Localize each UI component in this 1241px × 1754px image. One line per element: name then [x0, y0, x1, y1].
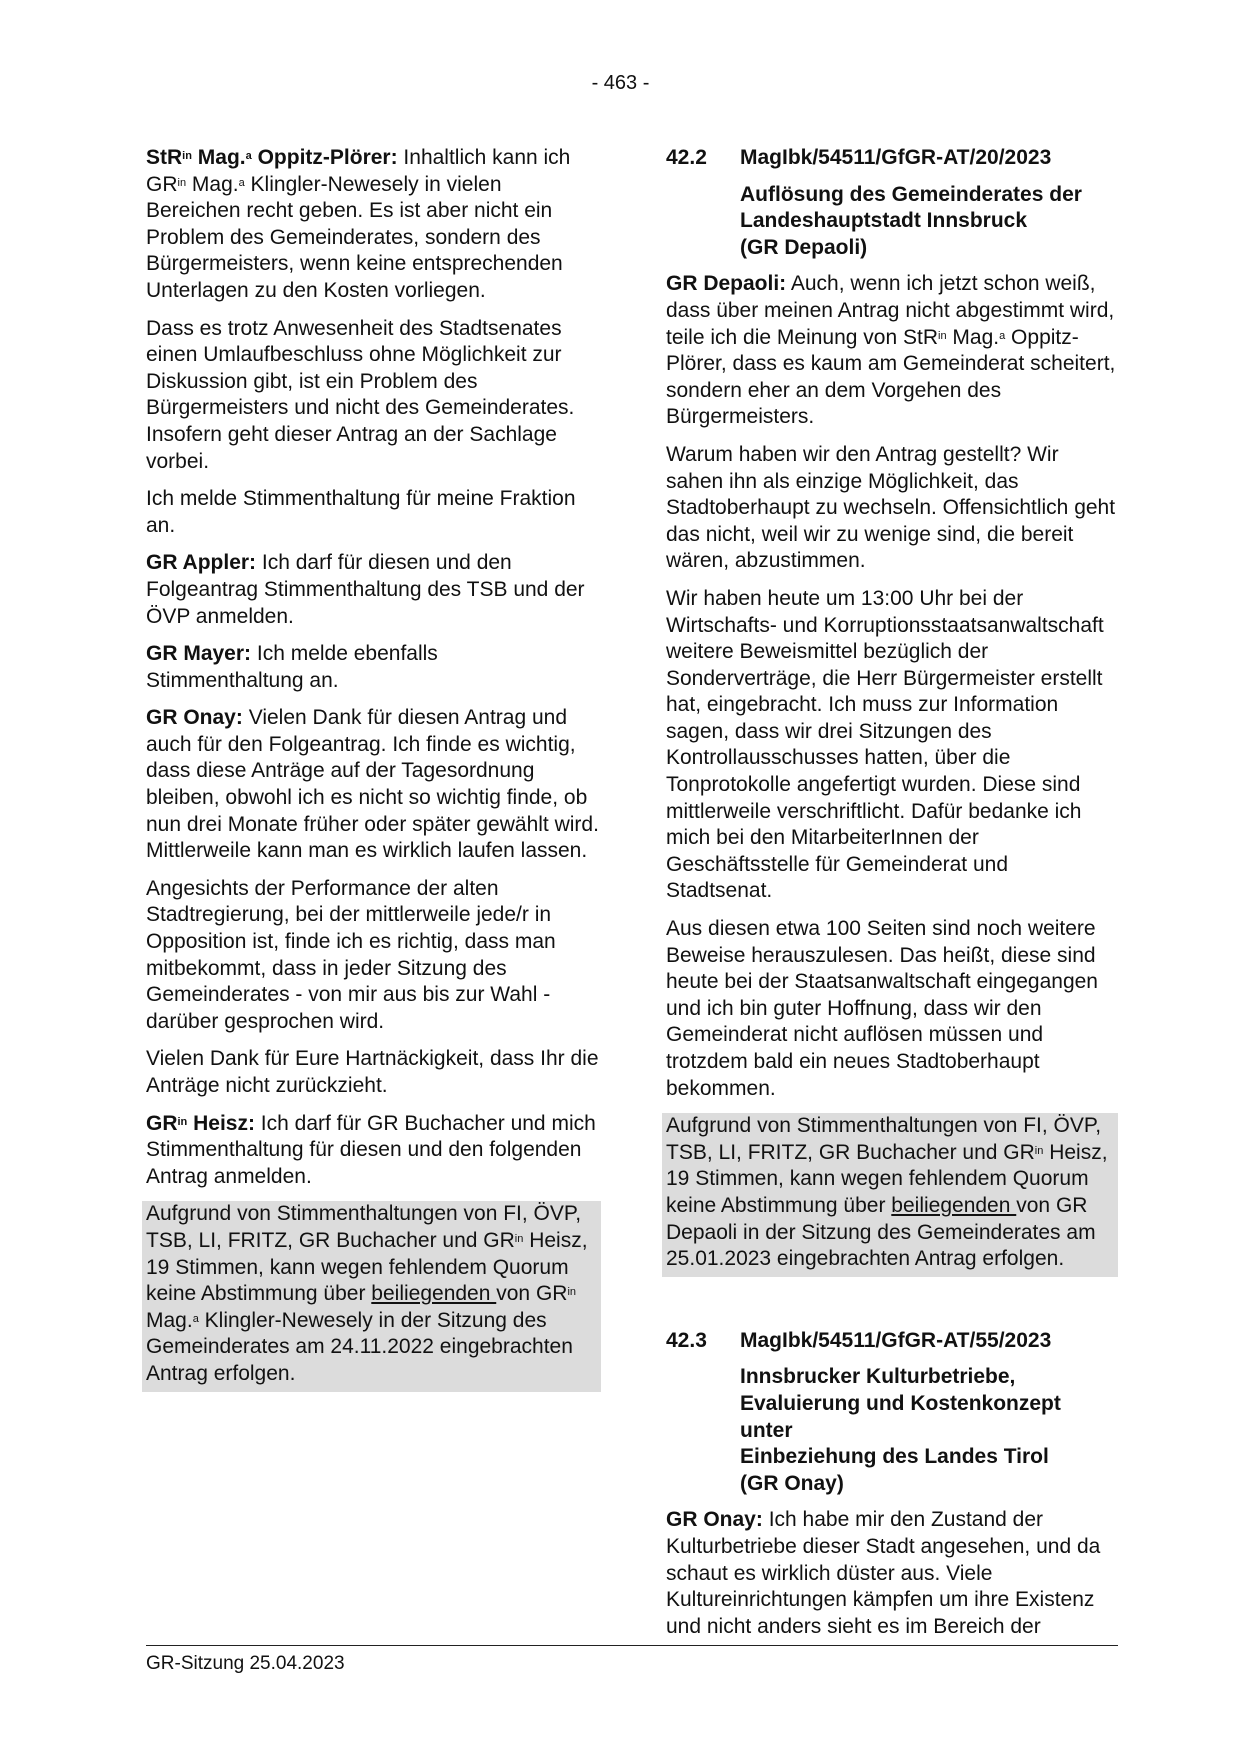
speaker-name: GR Appler:: [146, 551, 257, 575]
speaker-name: GR Depaoli:: [666, 272, 787, 296]
page-number: - 463 -: [591, 72, 650, 94]
agenda-item-title: Auflösung des Gemeinderates der Landeshauptstadt Innsbruck (GR Depaoli): [740, 182, 1082, 259]
paragraph: Vielen Dank für Eure Hartnäckigkeit, dass Ihr die Anträge nicht zurückzieht.: [146, 1047, 599, 1097]
paragraph: GR Mayer: Ich melde ebenfalls Stimmenthaltung an.: [146, 642, 438, 692]
speaker-name: GR Onay:: [666, 1508, 763, 1532]
speaker-name: StR$^{in}$ Mag.$^a$ Oppitz-Plörer:: [146, 146, 398, 169]
agenda-item-heading: 42.2 MagIbk/54511/GfGR-AT/20/2023: [666, 146, 1052, 169]
paragraph: Ich melde Stimmenthaltung für meine Fraktion an.: [146, 487, 576, 537]
speaker-name: $GR^{in}$ Heisz:: [146, 1111, 255, 1135]
agenda-item-title: Innsbrucker Kulturbetriebe, Evaluierung und Kostenkonzept unter Einbeziehung des Landes Tirol (GR Onay): [740, 1365, 1061, 1495]
speaker-name: GR Mayer:: [146, 642, 252, 666]
paragraph: Dass es trotz Anwesenheit des Stadtsenates einen Umlaufbeschluss ohne Möglichkeit zur Diskussion gibt, ist ein Problem des Bürgermeisters und nicht des Gemeinderates. Insofern geht dieser Antrag an der Sachlage vorbei.: [146, 316, 575, 473]
decision-box: Aufgrund von Stimmenthaltungen von FI, ÖVP, TSB, LI, FRITZ, GR Buchacher und $GR^{in}$ Heisz, 19 Stimmen, kann wegen fehlendem Quorum keine Abstimmung über beiliegenden von GR Depaoli in der Sitzung des Gemeinderates am 25.01.2023 eingebrachten Antrag erfolgen.: [662, 1113, 1118, 1277]
paragraph: GR Depaoli: Auch, wenn ich jetzt schon weiß, dass über meinen Antrag nicht abgestimmt wird, teile ich die Meinung von StR$^{in}$ Mag.$^a$ Oppitz-Plörer, dass es kaum am Gemeinderat scheitert, sondern eher an dem Vorgehen des Bürgermeisters.: [666, 272, 1116, 429]
paragraph: GR Onay: Ich habe mir den Zustand der Kulturbetriebe dieser Stadt angesehen, und da schaut es wirklich düster aus. Viele Kultureinrichtungen kämpfen um ihre Existenz und nicht anders sieht es im Bereich der: [666, 1508, 1101, 1638]
right-column: [666, 145, 1118, 1651]
paragraph: Aus diesen etwa 100 Seiten sind noch weitere Beweise herauszulesen. Das heißt, diese sind heute bei der Staatsanwaltschaft eingegangen und ich bin guter Hoffnung, dass wir den Gemeinderat nicht auflösen müssen und trotzdem bald ein neues Stadtoberhaupt bekommen.: [666, 917, 1098, 1100]
footer-divider: [146, 1645, 1118, 1646]
speaker-name: GR Onay:: [146, 706, 243, 730]
paragraph: GR Appler: Ich darf für diesen und den Folgeantrag Stimmenthaltung des TSB und der ÖVP anmelden.: [146, 551, 585, 628]
paragraph: GR Onay: Vielen Dank für diesen Antrag und auch für den Folgeantrag. Ich finde es wichtig, dass diese Anträge auf der Tagesordnung bleiben, obwohl ich es nicht so wichtig finde, ob nun drei Monate früher oder später gewählt wird. Mittlerweile kann man es wirklich laufen lassen.: [146, 706, 599, 863]
footer-session-date: GR-Sitzung 25.04.2023: [146, 1653, 345, 1674]
paragraph: Angesichts der Performance der alten Stadtregierung, bei der mittlerweile jede/r in Opposition ist, finde ich es richtig, dass man mitbekommt, dass in jeder Sitzung des Gemeinderates - von mir aus bis zur Wahl - darüber gesprochen wird.: [146, 876, 556, 1033]
paragraph: Warum haben wir den Antrag gestellt? Wir sahen ihn als einzige Möglichkeit, das Stadtoberhaupt zu wechseln. Offensichtlich geht das nicht, weil wir zu wenige sind, die bereit wären, abzustimmen.: [666, 442, 1116, 573]
agenda-item-heading: 42.3 MagIbk/54511/GfGR-AT/55/2023: [666, 1328, 1052, 1352]
decision-box: Aufgrund von Stimmenthaltungen von FI, ÖVP, TSB, LI, FRITZ, GR Buchacher und $GR^{in}$ Heisz, 19 Stimmen, kann wegen fehlendem Quorum keine Abstimmung über beiliegenden von $GR^{in}$ Mag.$^a$ Klingler-Newesely in der Sitzung des Gemeinderates am 24.11.2022 eingebrachten Antrag erfolgen.: [142, 1201, 601, 1391]
paragraph: Wir haben heute um 13:00 Uhr bei der Wirtschafts- und Korruptionsstaatsanwaltschaft weitere Beweismittel bezüglich der Sonderverträge, die Herr Bürgermeister erstellt hat, eingebracht. Ich muss zur Information sagen, dass wir drei Sitzungen des Kontrollausschusses hatten, über die Tonprotokolle angefertigt wurden. Diese sind mittlerweile verschriftlicht. Dafür bedanke ich mich bei den MitarbeiterInnen der Geschäftsstelle für Gemeinderat und Stadtsenat.: [666, 586, 1104, 903]
paragraph: $GR^{in}$ Heisz: Ich darf für GR Buchacher und mich Stimmenthaltung für diesen und den folgenden Antrag anmelden.: [146, 1111, 596, 1188]
paragraph: StR$^{in}$ Mag.$^a$ Oppitz-Plörer: Inhaltlich kann ich $GR^{in}$ Mag.$^a$ Klingler-Newesely in vielen Bereichen recht geben. Es ist aber nicht ein Problem des Gemeinderates, sondern des Bürgermeisters, wenn keine entsprechenden Unterlagen zu den Kosten vorliegen.: [146, 146, 571, 302]
left-column: [146, 145, 601, 1403]
